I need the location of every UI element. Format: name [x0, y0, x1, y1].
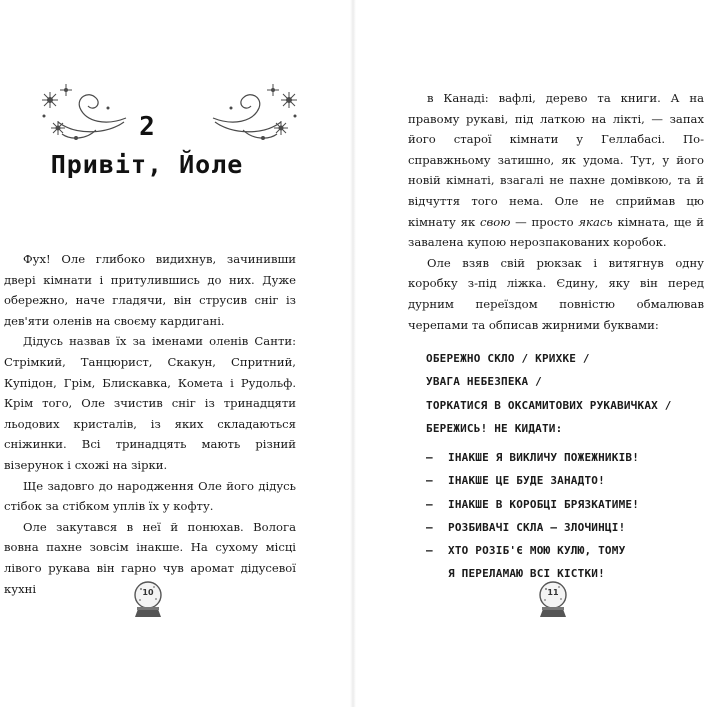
right-page	[354, 0, 707, 707]
paragraph: Фух! Оле глибоко видихнув, зачинивши двері кімнати і притулившись до них. Дуже обережно, наче гладячи, він струсив сніг із дев'яти оленів на своєму кардигані.	[4, 252, 296, 328]
chapter-title: Привіт, Йоле	[50, 150, 244, 179]
box-label-line: УВАГА НЕБЕЗПЕКА /	[426, 375, 542, 389]
list-item: – ІНАКШЕ ЦЕ БУДЕ ЗАНАДТО!	[426, 474, 605, 488]
list-item: – ХТО РОЗІБ'Є МОЮ КУЛЮ, ТОМУ	[426, 544, 626, 558]
list-item: – ІНАКШЕ В КОРОБЦІ БРЯЗКАТИМЕ!	[426, 497, 640, 511]
box-warning-list	[426, 446, 706, 586]
snow-globe-icon	[132, 581, 164, 619]
box-label-line: ТОРКАТИСЯ В ОКСАМИТОВИХ РУКАВИЧКАХ /	[426, 398, 672, 412]
list-item: – РОЗБИВАЧІ СКЛА — ЗЛОЧИНЦІ!	[426, 520, 626, 534]
emphasis: якась	[578, 214, 613, 229]
paragraph: Оле закутався в неї й понюхав. Волога вовна пахне зовсім інакше. На сухому місці лівого рукава він гарно чув аромат дідусевої кухні	[4, 519, 296, 596]
page-number: 10	[142, 588, 154, 597]
right-body-text	[408, 88, 704, 335]
snow-globe-icon	[537, 581, 569, 619]
paragraph: Ще задовго до народження Оле його дідусь стібок за стібком уплів їх у кофту.	[4, 478, 296, 514]
page-number-globe	[132, 581, 164, 619]
box-label-line: ОБЕРЕЖНО СКЛО / КРИХКЕ /	[426, 352, 590, 365]
paragraph: Оле взяв свій рюкзак і витягнув одну коробку з-під ліжка. Єдину, яку він перед дурним переїздом повністю обмалював черепами та обписав жирними буквами:	[408, 255, 704, 332]
chapter-number: 2	[139, 112, 155, 142]
left-body-text	[4, 249, 296, 599]
page-number: 11	[547, 588, 559, 597]
paragraph: Дідусь назвав їх за іменами оленів Санти: Стрімкий, Танцюрист, Скакун, Спритний, Купідон, Грім, Блискавка, Комета і Рудольф. Крім того, Оле зчистив сніг із тринадцяти льодових кристалів, із яких складаються сніжинки. Всі тринадцять мають різний візерунок і схожі на зірки.	[4, 334, 296, 472]
box-label-line: БЕРЕЖИСЬ! НЕ КИДАТИ:	[426, 421, 563, 435]
snowflake-flourish-icon	[208, 78, 303, 146]
list-item: – ІНАКШЕ Я ВИКЛИЧУ ПОЖЕЖНИКІВ!	[426, 451, 640, 464]
emphasis: свою	[479, 214, 511, 229]
page-number-globe	[537, 581, 569, 619]
left-page	[0, 0, 353, 707]
list-item-continuation: Я ПЕРЕЛАМАЮ ВСІ КІСТКИ!	[448, 567, 605, 581]
paragraph: в Канаді: вафлі, дерево та книги. А на правому рукаві, під латкою на лікті, — запах його старої кімнати у Геллабасі. По-справжньому затишно, як удома. Тут, у його новій кімнаті, взагалі не пахне домівкою, та й відчуття того нема. Оле не сприймав цю кімнату як свою — просто якась кімната, ще й завалена купою нерозпакованих коробок.	[408, 91, 705, 250]
box-labels	[426, 347, 706, 440]
